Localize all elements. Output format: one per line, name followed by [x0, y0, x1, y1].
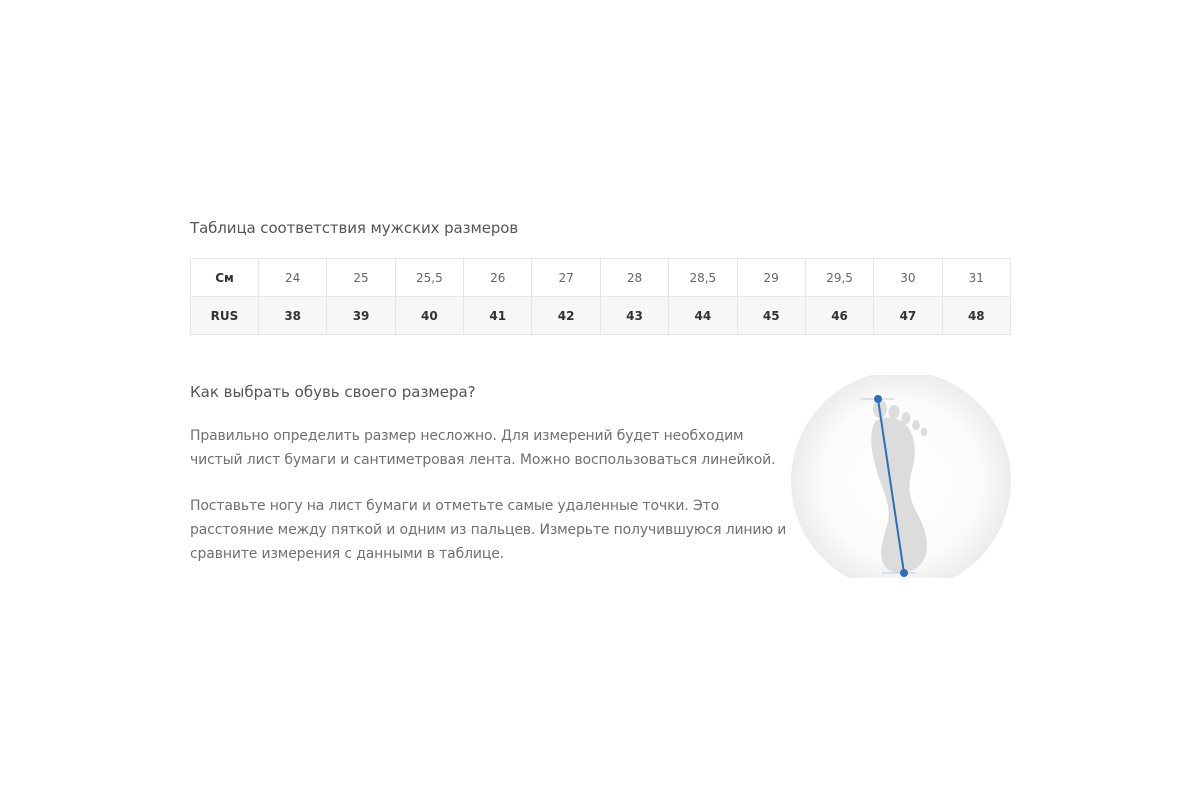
- cm-cell: 27: [532, 259, 600, 297]
- table-title: Таблица соответствия мужских размеров: [190, 219, 519, 237]
- bottom-measure-point: [900, 569, 908, 577]
- rus-cell: 38: [259, 297, 327, 335]
- rus-cell: 41: [464, 297, 532, 335]
- cm-cell: 28: [600, 259, 668, 297]
- cm-cell: 24: [259, 259, 327, 297]
- cm-cell: 31: [942, 259, 1010, 297]
- cm-cell: 25: [327, 259, 395, 297]
- foot-measurement-illustration: [790, 375, 1012, 578]
- rus-cell: 43: [600, 297, 668, 335]
- size-table: [190, 258, 1011, 335]
- rus-cell: 42: [532, 297, 600, 335]
- cm-cell: 30: [874, 259, 942, 297]
- rus-cell: 46: [805, 297, 873, 335]
- cm-cell: 26: [464, 259, 532, 297]
- table-row-rus: [191, 297, 1011, 335]
- cm-cell: 29,5: [805, 259, 873, 297]
- howto-title: Как выбрать обувь своего размера?: [190, 383, 476, 401]
- cm-cell: 29: [737, 259, 805, 297]
- rus-cell: 48: [942, 297, 1010, 335]
- cm-cell: 25,5: [395, 259, 463, 297]
- cm-cell: 28,5: [669, 259, 737, 297]
- rus-cell: 40: [395, 297, 463, 335]
- top-measure-point: [874, 395, 882, 403]
- instruction-paragraph-2: Поставьте ногу на лист бумаги и отметьте самые удаленные точки. Это расстояние между пяткой и одним из пальцев. Измерьте получившуюся линию и сравните измерения с данными в таблице.: [190, 498, 787, 562]
- table-row-cm: [191, 259, 1011, 297]
- rus-cell: 47: [874, 297, 942, 335]
- foot-illustration-svg: [790, 375, 1012, 578]
- rus-cell: 39: [327, 297, 395, 335]
- row-label-rus: RUS: [191, 297, 259, 335]
- rus-cell: 45: [737, 297, 805, 335]
- row-label-cm: См: [191, 259, 259, 297]
- instruction-paragraph-1: Правильно определить размер несложно. Для измерений будет необходим чистый лист бумаги и сантиметровая лента. Можно воспользоваться линейкой.: [190, 428, 776, 468]
- rus-cell: 44: [669, 297, 737, 335]
